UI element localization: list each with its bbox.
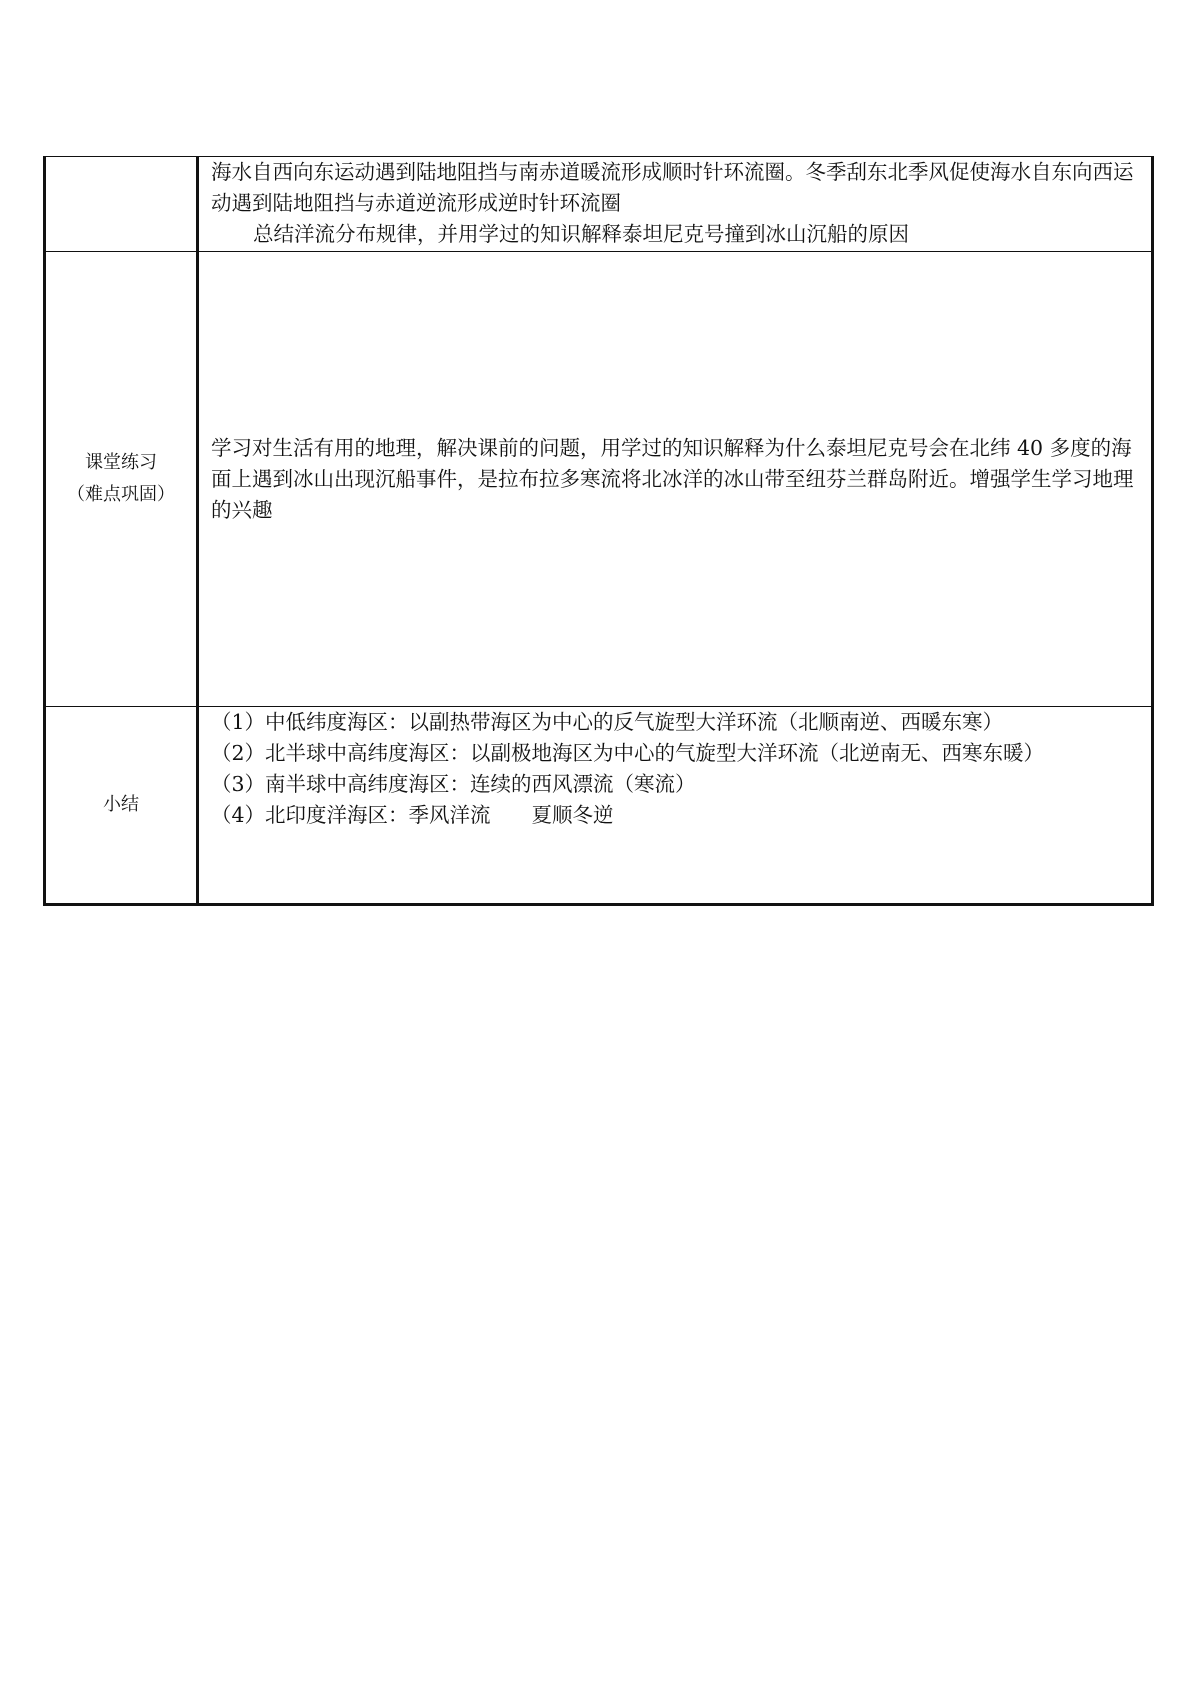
row-content	[198, 157, 1153, 252]
row-label-line: 课堂练习	[85, 452, 157, 473]
paragraph: 总结洋流分布规律，并用学过的知识解释泰坦尼克号撞到冰山沉船的原因	[253, 222, 909, 246]
summary-item: （2）北半球中高纬度海区：以副极地海区为中心的气旋型大洋环流（北逆南无、西寒东暖）	[211, 741, 1045, 765]
paragraph: 学习对生活有用的地理，解决课前的问题，用学过的知识解释为什么泰坦尼克号会在北纬 40 多度的海面上遇到冰山出现沉船事件，是拉布拉多寒流将北冰洋的冰山带至纽芬兰群岛附近。增强学生学习地理的兴趣	[211, 435, 1134, 522]
row-label-line: 小结	[103, 794, 139, 815]
table-row	[45, 252, 1153, 707]
summary-item: （1）中低纬度海区：以副热带海区为中心的反气旋型大洋环流（北顺南逆、西暖东寒）	[211, 710, 1004, 734]
row-label-empty	[45, 157, 198, 252]
table-row	[45, 157, 1153, 252]
summary-item: （4）北印度洋海区：季风洋流 夏顺冬逆	[211, 803, 614, 827]
row-label-practice	[45, 252, 198, 707]
lesson-plan-table	[43, 156, 1154, 906]
summary-item: （3）南半球中高纬度海区：连续的西风漂流（寒流）	[211, 772, 696, 796]
row-content	[198, 707, 1153, 905]
row-content	[198, 252, 1153, 707]
table-row	[45, 707, 1153, 905]
row-label-line: （难点巩固）	[67, 484, 175, 505]
row-label-summary	[45, 707, 198, 905]
paragraph: 海水自西向东运动遇到陆地阻挡与南赤道暖流形成顺时针环流圈。冬季刮东北季风促使海水自东向西运动遇到陆地阻挡与赤道逆流形成逆时针环流圈	[211, 160, 1134, 215]
